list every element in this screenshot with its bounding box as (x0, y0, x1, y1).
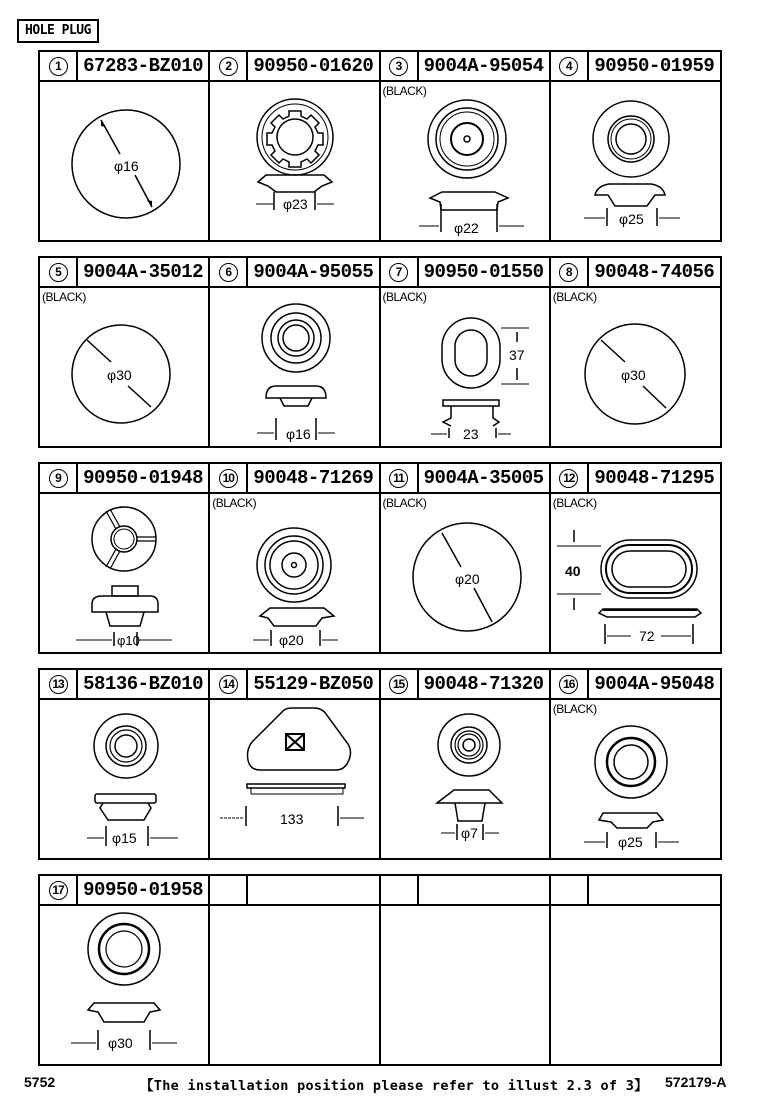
parts-row-4 (38, 668, 722, 860)
callout-number: 5 (49, 263, 68, 282)
part-number[interactable]: 9004A-35005 (423, 467, 544, 489)
svg-text:φ25: φ25 (617, 834, 643, 850)
svg-text:37: 37 (508, 347, 525, 363)
part-cell-7 (381, 258, 551, 446)
svg-text:23: 23 (462, 426, 479, 442)
part-number[interactable]: 9004A-95048 (594, 673, 715, 695)
callout-number: 11 (389, 469, 408, 488)
part-number[interactable]: 55129-BZ050 (253, 673, 374, 695)
empty-cell (551, 876, 720, 1064)
plug-diagram (381, 82, 552, 242)
part-number[interactable]: 90048-71295 (594, 467, 715, 489)
part-cell-17 (40, 876, 210, 1064)
parts-row-5 (38, 874, 722, 1066)
svg-text:φ30: φ30 (107, 367, 132, 383)
empty-cell (381, 876, 551, 1064)
oval-plug-diagram (551, 494, 721, 654)
parts-row-2 (38, 256, 722, 448)
callout-number: 7 (389, 263, 408, 282)
callout-number: 9 (49, 469, 68, 488)
color-note: (BLACK) (42, 290, 86, 304)
part-cell-15 (381, 670, 551, 858)
callout-number: 14 (219, 675, 238, 694)
color-note: (BLACK) (382, 496, 427, 510)
round-hole-diagram (381, 494, 552, 654)
plug-diagram (210, 288, 381, 448)
part-number[interactable]: 90048-71320 (423, 673, 544, 695)
part-cell-14 (210, 670, 380, 858)
part-number[interactable]: 9004A-35012 (83, 261, 204, 283)
parts-row-3 (38, 462, 722, 654)
callout-number: 12 (559, 469, 578, 488)
illustration-id: 572179-A (665, 1074, 727, 1090)
callout-number: 13 (49, 675, 68, 694)
plug-diagram (381, 700, 552, 860)
part-cell-5 (40, 258, 210, 446)
parts-row-1 (38, 50, 722, 242)
svg-text:φ16: φ16 (114, 158, 139, 174)
svg-text:φ30: φ30 (108, 1035, 133, 1051)
part-cell-12 (551, 464, 720, 652)
callout-number: 3 (389, 57, 408, 76)
color-note: (BLACK) (552, 702, 597, 716)
color-note: (BLACK) (382, 84, 427, 98)
callout-number: 8 (559, 263, 578, 282)
plug-diagram (40, 494, 211, 654)
color-note: (BLACK) (382, 290, 427, 304)
part-number[interactable]: 58136-BZ010 (83, 673, 204, 695)
svg-text:φ16: φ16 (286, 426, 311, 442)
page-code: 5752 (24, 1074, 56, 1090)
round-hole-diagram (40, 288, 211, 448)
part-number[interactable]: 90950-01959 (594, 55, 715, 77)
svg-text:72: 72 (638, 628, 655, 644)
svg-text:φ25: φ25 (618, 211, 644, 227)
part-cell-8 (551, 258, 720, 446)
plug-diagram (210, 82, 381, 242)
callout-number: 4 (559, 57, 578, 76)
svg-text:40: 40 (564, 563, 581, 579)
callout-number: 16 (559, 675, 578, 694)
svg-text:φ10: φ10 (117, 633, 140, 648)
plug-diagram (551, 82, 721, 242)
triangular-plug-diagram (210, 700, 381, 860)
part-cell-6 (210, 258, 380, 446)
part-number[interactable]: 67283-BZ010 (83, 55, 204, 77)
empty-cell (210, 876, 380, 1064)
part-number[interactable]: 90048-74056 (594, 261, 715, 283)
plug-diagram (551, 700, 721, 860)
svg-text:φ20: φ20 (279, 632, 304, 648)
diagram-title: HOLE PLUG (17, 19, 99, 43)
part-cell-2 (210, 52, 380, 240)
part-number[interactable]: 90950-01550 (423, 261, 544, 283)
part-number[interactable]: 9004A-95055 (253, 261, 374, 283)
round-hole-diagram (40, 82, 211, 242)
callout-number: 15 (389, 675, 408, 694)
part-cell-10 (210, 464, 380, 652)
part-number[interactable]: 90950-01958 (83, 879, 204, 901)
color-note: (BLACK) (552, 290, 597, 304)
part-cell-11 (381, 464, 551, 652)
callout-number: 17 (49, 881, 68, 900)
color-note: (BLACK) (212, 496, 257, 510)
plug-diagram (210, 494, 381, 654)
color-note: (BLACK) (552, 496, 597, 510)
part-cell-4 (551, 52, 720, 240)
part-cell-13 (40, 670, 210, 858)
part-number[interactable]: 90950-01948 (83, 467, 204, 489)
plug-diagram (40, 700, 211, 860)
part-number[interactable]: 90048-71269 (253, 467, 374, 489)
part-cell-16 (551, 670, 720, 858)
part-cell-1 (40, 52, 210, 240)
svg-text:φ20: φ20 (454, 571, 480, 587)
callout-number: 2 (219, 57, 238, 76)
round-hole-diagram (551, 288, 721, 448)
callout-number: 6 (219, 263, 238, 282)
part-number[interactable]: 90950-01620 (253, 55, 374, 77)
plug-diagram (40, 906, 211, 1066)
installation-note: 【The installation position please refer to illust 2.3 of 3】 (140, 1078, 648, 1094)
part-cell-9 (40, 464, 210, 652)
svg-text:φ30: φ30 (620, 367, 646, 383)
oval-plug-diagram (381, 288, 552, 448)
svg-text:φ15: φ15 (112, 830, 137, 846)
svg-text:φ22: φ22 (453, 220, 479, 236)
svg-text:φ7: φ7 (460, 825, 478, 841)
svg-text:φ23: φ23 (283, 196, 308, 212)
part-cell-3 (381, 52, 551, 240)
callout-number: 10 (219, 469, 238, 488)
callout-number: 1 (49, 57, 68, 76)
part-number[interactable]: 9004A-95054 (423, 55, 544, 77)
svg-text:133: 133 (280, 811, 304, 827)
